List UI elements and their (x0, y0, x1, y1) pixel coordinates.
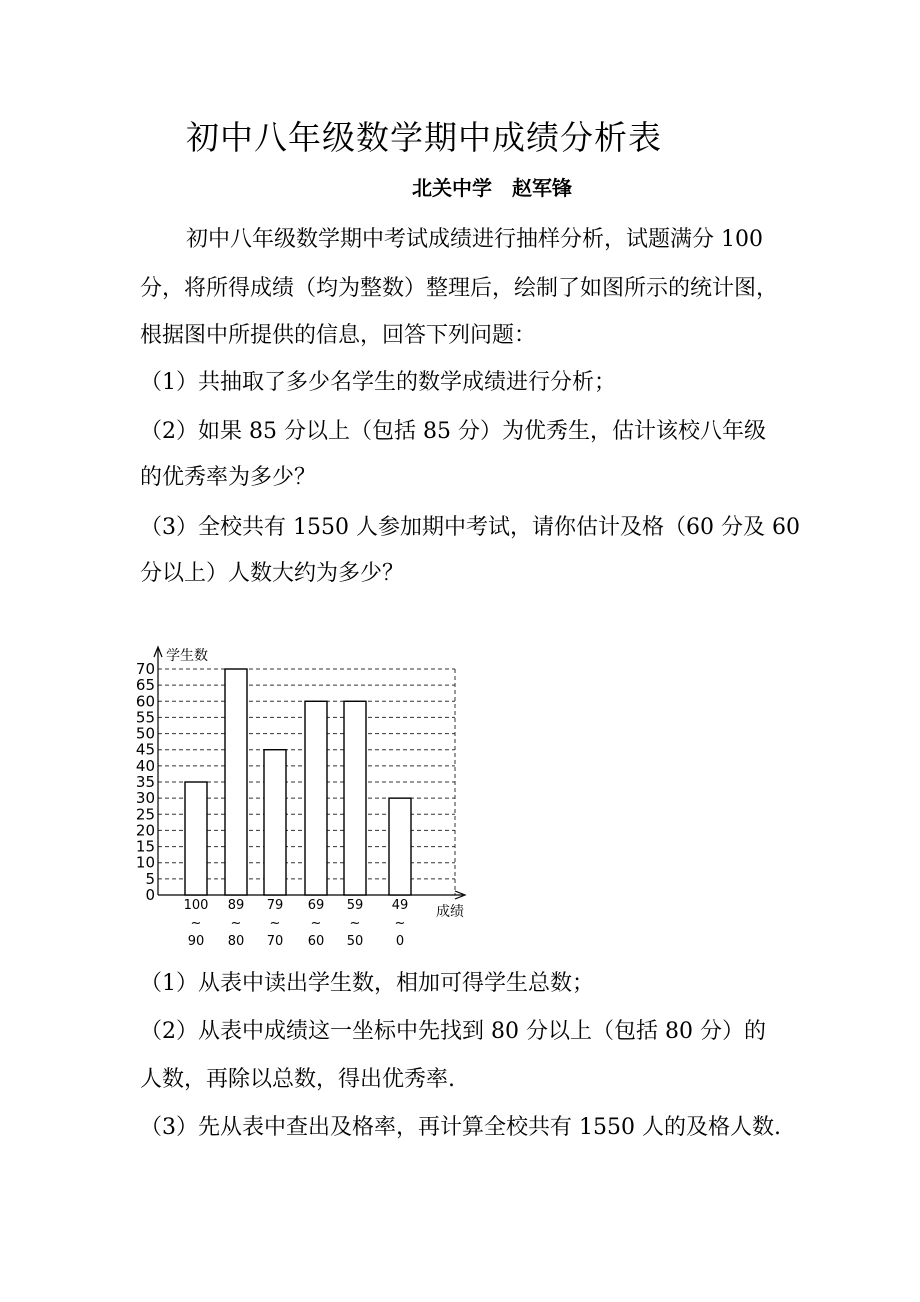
y-tick-label: 30 (135, 789, 155, 808)
bar-89-80 (225, 669, 247, 895)
x-tick-tilde: ~ (190, 916, 202, 931)
author-line: 北关中学 赵军锋 (412, 176, 572, 200)
x-axis-label: 成绩 (436, 904, 464, 920)
bar-69-60 (305, 701, 327, 895)
x-tick-tilde: ~ (310, 916, 322, 931)
y-tick-label: 50 (135, 724, 155, 743)
y-tick-label: 35 (135, 773, 155, 791)
x-tick-label-bottom: 50 (346, 934, 364, 949)
y-tick-label: 65 (135, 676, 155, 695)
answer-1: （1）从表中读出学生数，相加可得学生总数； (140, 971, 594, 996)
question-3: （3）全校共有 1550 人参加期中考试，请你估计及格（60 分及 60 (140, 515, 800, 540)
intro-line-1: 初中八年级数学期中考试成绩进行抽样分析，试题满分 100 (186, 227, 763, 252)
y-tick-label: 20 (135, 821, 155, 840)
x-tick-label-bottom: 80 (227, 934, 245, 949)
x-tick-label-top: 49 (391, 898, 409, 913)
answer-2-cont: 人数，再除以总数，得出优秀率. (140, 1067, 455, 1092)
x-tick-tilde: ~ (349, 916, 361, 931)
y-tick-label: 10 (135, 853, 155, 872)
x-tick-label-bottom: 90 (187, 934, 205, 949)
question-2: （2）如果 85 分以上（包括 85 分）为优秀生，估计该校八年级 (140, 419, 766, 444)
intro-line-2: 分，将所得成绩（均为整数）整理后，绘制了如图所示的统计图， (140, 276, 779, 301)
x-tick-label-bottom: 60 (307, 934, 325, 949)
bar-100-90 (185, 782, 207, 895)
x-tick-label-top: 79 (266, 898, 284, 913)
y-tick-label: 55 (135, 708, 155, 727)
score-bar-chart (130, 635, 490, 957)
answer-3: （3）先从表中查出及格率，再计算全校共有 1550 人的及格人数. (140, 1115, 781, 1140)
bar-49-0 (389, 798, 411, 895)
y-tick-label: 15 (135, 837, 155, 856)
y-tick-label: 60 (135, 692, 155, 711)
intro-line-3: 根据图中所提供的信息，回答下列问题： (140, 323, 537, 348)
bar-79-70 (264, 750, 286, 895)
y-tick-label: 5 (145, 869, 155, 888)
x-tick-label-top: 59 (346, 898, 364, 913)
x-tick-label-bottom: 70 (266, 934, 284, 949)
x-tick-label-bottom: 0 (395, 934, 405, 949)
y-tick-label: 25 (135, 805, 155, 824)
x-tick-tilde: ~ (394, 916, 406, 931)
question-3-cont: 分以上）人数大约为多少？ (140, 561, 405, 586)
y-tick-label: 40 (135, 756, 155, 775)
x-tick-tilde: ~ (230, 916, 242, 931)
y-axis-label: 学生数 (166, 648, 208, 664)
y-tick-label: 0 (145, 886, 155, 904)
bar-59-50 (344, 701, 366, 895)
x-tick-label-top: 89 (227, 898, 245, 913)
x-tick-label-top: 100 (183, 898, 209, 913)
y-tick-label: 45 (135, 740, 155, 759)
question-1: （1）共抽取了多少名学生的数学成绩进行分析； (140, 370, 616, 395)
question-2-cont: 的优秀率为多少？ (140, 465, 317, 490)
answer-2: （2）从表中成绩这一坐标中先找到 80 分以上（包括 80 分）的 (140, 1019, 766, 1044)
page-title: 初中八年级数学期中成绩分析表 (186, 118, 662, 157)
y-tick-label: 70 (135, 660, 155, 678)
x-tick-tilde: ~ (269, 916, 281, 931)
x-tick-label-top: 69 (307, 898, 325, 913)
